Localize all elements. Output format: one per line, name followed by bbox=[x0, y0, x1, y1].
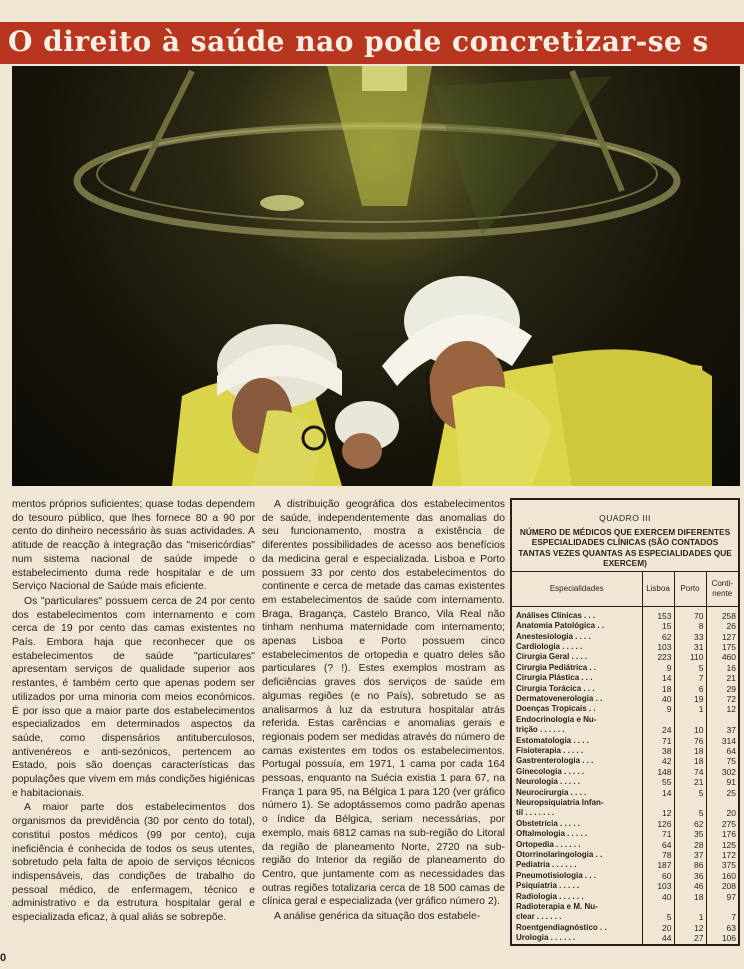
specialty-cell: Oftalmologia . . . . . bbox=[516, 829, 588, 839]
table-row bbox=[512, 871, 738, 881]
surgery-photo-icon bbox=[12, 66, 740, 486]
table-row bbox=[512, 663, 738, 673]
count-cell: 12 bbox=[674, 923, 706, 933]
count-cell: 126 bbox=[642, 819, 674, 829]
specialty-cell: Cirurgia Torácica . . . bbox=[516, 683, 595, 693]
specialty-cell: Fisioterapia . . . . . bbox=[516, 745, 584, 755]
specialty-cell: Endocrinologia e Nu- bbox=[516, 714, 597, 724]
table-row bbox=[512, 684, 738, 694]
table-row bbox=[512, 881, 738, 891]
count-cell: 5 bbox=[642, 912, 674, 922]
specialty-cell: Ginecologia . . . . . bbox=[516, 766, 585, 776]
headline: O direito à saúde nao pode concretizar-se s bbox=[8, 25, 709, 58]
count-cell: 33 bbox=[674, 632, 706, 642]
specialty-cell: Radiologia . . . . . . bbox=[516, 891, 584, 901]
count-cell: 460 bbox=[706, 652, 738, 662]
specialty-cell: Dermatovenerologia . . bbox=[516, 693, 603, 703]
count-cell: 1 bbox=[674, 704, 706, 714]
count-cell: 44 bbox=[642, 933, 674, 943]
count-cell: 275 bbox=[706, 819, 738, 829]
column-header: Lisboa bbox=[642, 572, 674, 606]
count-cell: 176 bbox=[706, 829, 738, 839]
specialty-cell: trição . . . . . . bbox=[516, 725, 565, 735]
specialty-cell: Cirurgia Pediátrica . . bbox=[516, 662, 597, 672]
table-row bbox=[512, 798, 738, 808]
count-cell bbox=[706, 902, 738, 912]
paragraph: Os "particulares" possuem cerca de 24 por cento dos estabelecimentos com internamento e com cerca de 19 por cento das camas existentes no País. Embora haja que reconhecer que os estabelecimentos de saúde "particulares" apresentam serviços de qualidade superior aos restantes, é também certo que apenas podem ser utilizados por uma minoria com meios económicos. É por isso que a maior parte dos estabelecimentos especializados em determinados aspectos da saúde, como dispensários antituberculosos, antivenéreos e anti-sezónicos, pertencem ao Estado, pois são doenças características das populações que vivem em más condições higiénicas e habitacionais. bbox=[12, 595, 255, 799]
count-cell: 160 bbox=[706, 871, 738, 881]
count-cell: 62 bbox=[642, 632, 674, 642]
count-cell: 36 bbox=[674, 871, 706, 881]
count-cell: 60 bbox=[642, 871, 674, 881]
count-cell bbox=[674, 715, 706, 725]
count-cell: 97 bbox=[706, 892, 738, 902]
count-cell: 8 bbox=[674, 621, 706, 631]
count-cell: 27 bbox=[674, 933, 706, 943]
table-row bbox=[512, 621, 738, 631]
count-cell: 40 bbox=[642, 694, 674, 704]
count-cell: 187 bbox=[642, 860, 674, 870]
table-row bbox=[512, 632, 738, 642]
paragraph: mentos próprios suficientes; quase todas dependem do tesouro público, que lhes fornece 80 a 90 por cento do dinheiro necessário às suas actividades. A atitude de reacção à integração das "misericórdias" num sistema nacional de saúde impede o estabelecimento duma rede hospitalar e de um Serviço Nacional de Saúde mais eficiente. bbox=[12, 499, 255, 593]
count-cell: 72 bbox=[706, 694, 738, 704]
table-row bbox=[512, 912, 738, 922]
count-cell bbox=[706, 715, 738, 725]
table-header-row bbox=[512, 572, 738, 606]
table-row bbox=[512, 892, 738, 902]
count-cell: 14 bbox=[642, 788, 674, 798]
specialty-cell: Cirurgia Plástica . . . bbox=[516, 673, 593, 683]
specialty-cell: clear . . . . . . bbox=[516, 912, 562, 922]
count-cell: 64 bbox=[706, 746, 738, 756]
table-row bbox=[512, 923, 738, 933]
table-row bbox=[512, 933, 738, 943]
table-row bbox=[512, 777, 738, 787]
table-row bbox=[512, 606, 738, 621]
headline-banner bbox=[0, 22, 744, 64]
article-column-2 bbox=[262, 498, 505, 925]
specialties-table bbox=[512, 572, 738, 944]
count-cell: 208 bbox=[706, 881, 738, 891]
table-row bbox=[512, 860, 738, 870]
count-cell: 71 bbox=[642, 829, 674, 839]
count-cell: 63 bbox=[706, 923, 738, 933]
specialty-cell: Neurocirurgia . . . . bbox=[516, 787, 587, 797]
count-cell: 103 bbox=[642, 881, 674, 891]
specialty-cell: til . . . . . . . bbox=[516, 808, 555, 818]
count-cell: 12 bbox=[706, 704, 738, 714]
count-cell: 24 bbox=[642, 725, 674, 735]
count-cell: 40 bbox=[642, 892, 674, 902]
specialty-cell: Anestesiologia . . . . bbox=[516, 631, 591, 641]
specialty-cell: Estomatologia . . . . bbox=[516, 735, 589, 745]
count-cell: 76 bbox=[674, 736, 706, 746]
count-cell bbox=[642, 715, 674, 725]
count-cell: 46 bbox=[674, 881, 706, 891]
count-cell: 6 bbox=[674, 684, 706, 694]
surgery-photo bbox=[12, 66, 740, 486]
count-cell: 42 bbox=[642, 756, 674, 766]
count-cell: 18 bbox=[674, 756, 706, 766]
specialty-cell: Ortopedia . . . . . . bbox=[516, 839, 581, 849]
table-row bbox=[512, 704, 738, 714]
specialty-cell: Pediatria . . . . . . bbox=[516, 860, 577, 870]
table-row bbox=[512, 736, 738, 746]
specialty-cell: Cirurgia Geral . . . . bbox=[516, 652, 588, 662]
count-cell: 62 bbox=[674, 819, 706, 829]
column-header: Porto bbox=[674, 572, 706, 606]
count-cell: 55 bbox=[642, 777, 674, 787]
count-cell: 31 bbox=[674, 642, 706, 652]
table-subtitle: NÚMERO DE MÉDICOS QUE EXERCEM DIFERENTES ESPECIALIDADES CLÍNICAS (SÃO CONTADOS TANTAS VEZES QUANTAS AS ESPECIALIDADES QUE EXERCEM) bbox=[518, 527, 732, 568]
table-row bbox=[512, 642, 738, 652]
count-cell: 172 bbox=[706, 850, 738, 860]
count-cell: 20 bbox=[642, 923, 674, 933]
specialty-cell: Análises Clínicas . . . bbox=[516, 610, 596, 620]
count-cell: 10 bbox=[674, 725, 706, 735]
count-cell: 9 bbox=[642, 663, 674, 673]
specialty-cell: Psiquiatria . . . . . bbox=[516, 881, 580, 891]
count-cell: 25 bbox=[706, 788, 738, 798]
count-cell: 302 bbox=[706, 767, 738, 777]
table-row bbox=[512, 850, 738, 860]
count-cell: 375 bbox=[706, 860, 738, 870]
paragraph: A análise genérica da situação dos estabele- bbox=[274, 911, 481, 923]
count-cell: 26 bbox=[706, 621, 738, 631]
specialty-cell: Roentgendiagnóstico . . bbox=[516, 922, 607, 932]
count-cell: 7 bbox=[674, 673, 706, 683]
specialty-cell: Cardiologia . . . . . bbox=[516, 641, 583, 651]
count-cell: 78 bbox=[642, 850, 674, 860]
count-cell: 127 bbox=[706, 632, 738, 642]
paragraph: A distribuição geográfica dos estabelecimentos de saúde, independentemente das anomalias do seu funcionamento, mostra a existência de diferentes possibilidades de acesso aos benefícios da medicina geral e especializada. Lisboa e Porto possuem 33 por cento dos estabelecimentos do continente e cerca de metade das camas existentes em estabelecimentos de saúde com internamento. Braga, Bragança, Castelo Branco, Vila Real não tinham nenhuma maternidade com internamento; apenas Lisboa e Porto possuem cinco estabelecimentos de ortopedia e quatro deles são particulares (? !). Estes exemplos mostram as deficiências graves dos serviços de saúde em algumas regiões (e no País), sobretudo se as analisarmos à luz da estrutura hospitalar atrás referida. Estas carências e anomalias gerais e regionais podem ser medidas através do número de camas existentes em todos os estabelecimentos. Portugal possuía, em 1971, 1 cama por cada 164 pessoas, enquanto na Suécia existia 1 para 67, na França 1 para 95, na Bélgica 1 para 120 (ver gráfico número 1). Se adoptássemos como padrão apenas o índice da Bélgica, seriam necessárias, por exemplo, mais 6812 camas na sub-região do Litoral da região de planeamento Norte, 2720 na sub-região do Interior da região de planeamento do Centro, que juntamente com as necessidades das outras regiões totalizaria cerca de 18 500 camas de clínica geral e especializada (ver gráfico número 2). bbox=[262, 499, 505, 908]
count-cell: 175 bbox=[706, 642, 738, 652]
table-row bbox=[512, 767, 738, 777]
count-cell: 75 bbox=[706, 756, 738, 766]
table-row bbox=[512, 756, 738, 766]
count-cell: 64 bbox=[642, 840, 674, 850]
table-row bbox=[512, 840, 738, 850]
column-header: Conti-nente bbox=[706, 572, 738, 606]
count-cell: 38 bbox=[642, 746, 674, 756]
paragraph: A maior parte dos estabelecimentos dos organismos da previdência (30 por cento do total), constitui postos médicos (99 por cento), cuja ineficiência é conhecida de todos os seus utentes, sobretudo pela falta de apoio de serviços técnicos indispensáveis, das condições de trabalho do pessoal médico, de enfermagem, técnico e administrativo e da estrutura hospitalar geral e especializada eficaz, à qual aliás se sobrepõe. bbox=[12, 802, 255, 924]
table-row bbox=[512, 902, 738, 912]
specialty-cell: Neurologia . . . . . bbox=[516, 777, 581, 787]
count-cell: 103 bbox=[642, 642, 674, 652]
specialty-cell: Gastrenterologia . . . bbox=[516, 756, 594, 766]
count-cell: 5 bbox=[674, 788, 706, 798]
specialty-cell: Pneumotisiologia . . . bbox=[516, 870, 597, 880]
count-cell: 5 bbox=[674, 808, 706, 818]
count-cell: 70 bbox=[674, 606, 706, 621]
table-row bbox=[512, 673, 738, 683]
count-cell bbox=[642, 798, 674, 808]
count-cell: 16 bbox=[706, 663, 738, 673]
page-number: 0 bbox=[0, 952, 7, 964]
specialties-table-box bbox=[510, 498, 740, 946]
table-title: QUADRO III bbox=[599, 513, 651, 523]
count-cell: 125 bbox=[706, 840, 738, 850]
count-cell: 223 bbox=[642, 652, 674, 662]
specialty-cell: Radioterapia e M. Nu- bbox=[516, 902, 598, 912]
count-cell: 7 bbox=[706, 912, 738, 922]
specialty-cell: Neuropsiquiatria Infan- bbox=[516, 798, 604, 807]
count-cell bbox=[706, 798, 738, 808]
count-cell: 21 bbox=[674, 777, 706, 787]
count-cell: 86 bbox=[674, 860, 706, 870]
count-cell: 12 bbox=[642, 808, 674, 818]
count-cell: 28 bbox=[674, 840, 706, 850]
count-cell: 5 bbox=[674, 663, 706, 673]
count-cell: 106 bbox=[706, 933, 738, 943]
table-row bbox=[512, 808, 738, 818]
specialty-cell: Anatomia Patológica . . bbox=[516, 621, 605, 631]
count-cell: 15 bbox=[642, 621, 674, 631]
column-header: Especialidades bbox=[512, 572, 642, 606]
count-cell: 20 bbox=[706, 808, 738, 818]
table-row bbox=[512, 788, 738, 798]
article-column-1 bbox=[12, 498, 255, 926]
specialty-cell: Otorrinolaringologia . . bbox=[516, 850, 603, 860]
specialty-cell: Urologia . . . . . . bbox=[516, 933, 576, 943]
table-row bbox=[512, 652, 738, 662]
count-cell: 29 bbox=[706, 684, 738, 694]
count-cell: 18 bbox=[674, 892, 706, 902]
count-cell: 258 bbox=[706, 606, 738, 621]
specialty-cell: Doenças Tropicais . . bbox=[516, 704, 596, 714]
count-cell: 37 bbox=[706, 725, 738, 735]
count-cell bbox=[674, 902, 706, 912]
count-cell: 37 bbox=[674, 850, 706, 860]
count-cell: 19 bbox=[674, 694, 706, 704]
count-cell: 14 bbox=[642, 673, 674, 683]
specialty-cell: Obstetrícia . . . . . bbox=[516, 818, 581, 828]
count-cell: 314 bbox=[706, 736, 738, 746]
table-row bbox=[512, 694, 738, 704]
table-row bbox=[512, 715, 738, 725]
count-cell: 9 bbox=[642, 704, 674, 714]
table-row bbox=[512, 829, 738, 839]
table-row bbox=[512, 819, 738, 829]
count-cell: 148 bbox=[642, 767, 674, 777]
count-cell: 74 bbox=[674, 767, 706, 777]
count-cell: 18 bbox=[674, 746, 706, 756]
table-row bbox=[512, 746, 738, 756]
count-cell: 18 bbox=[642, 684, 674, 694]
count-cell bbox=[674, 798, 706, 808]
count-cell: 110 bbox=[674, 652, 706, 662]
count-cell: 35 bbox=[674, 829, 706, 839]
count-cell: 21 bbox=[706, 673, 738, 683]
count-cell bbox=[642, 902, 674, 912]
table-row bbox=[512, 725, 738, 735]
count-cell: 71 bbox=[642, 736, 674, 746]
count-cell: 1 bbox=[674, 912, 706, 922]
count-cell: 153 bbox=[642, 606, 674, 621]
count-cell: 91 bbox=[706, 777, 738, 787]
